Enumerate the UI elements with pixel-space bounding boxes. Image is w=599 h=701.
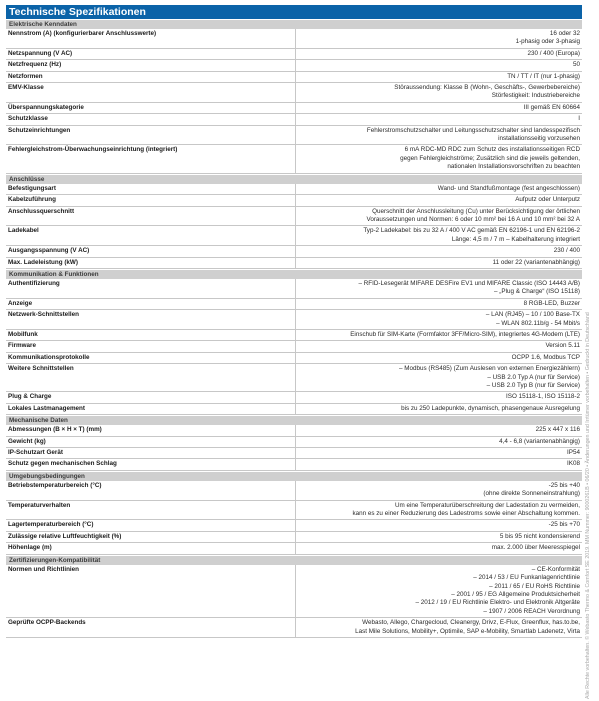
spec-value bbox=[295, 29, 582, 48]
spec-value bbox=[295, 404, 582, 414]
spec-value-line: Aufputz oder Unterputz bbox=[515, 196, 580, 204]
spec-value bbox=[295, 448, 582, 458]
spec-label: Anzeige bbox=[8, 299, 33, 307]
spec-value-line: Last Mile Solutions, Mobility+, Optimile, SAP e-Mobility, Smartlab Ladenetz, Virta bbox=[355, 627, 580, 635]
spec-value-line: (ohne direkte Sonneneinstrahlung) bbox=[483, 490, 580, 498]
spec-value bbox=[295, 246, 582, 256]
spec-label: Schutz gegen mechanischen Schlag bbox=[8, 460, 117, 468]
spec-value-line: -25 bis +70 bbox=[548, 521, 580, 529]
spec-label: Betriebstemperaturbereich (°C) bbox=[8, 481, 102, 489]
spec-label: Max. Ladeleistung (kW) bbox=[8, 258, 78, 266]
spec-row bbox=[6, 207, 582, 227]
spec-value-line: 8 RGB-LED, Buzzer bbox=[523, 299, 580, 307]
spec-value bbox=[295, 126, 582, 145]
spec-label: Normen und Richtlinien bbox=[8, 565, 80, 573]
spec-value-line: – 2011 / 65 / EU RoHS Richtlinie bbox=[489, 582, 580, 590]
spec-value bbox=[295, 114, 582, 124]
spec-label: Kommunikationsprotokolle bbox=[8, 353, 90, 361]
spec-value bbox=[295, 481, 582, 500]
spec-value bbox=[295, 341, 582, 351]
spec-value-line: – „Plug & Charge“ (ISO 15118) bbox=[494, 288, 580, 296]
spec-row bbox=[6, 330, 582, 341]
spec-row bbox=[6, 29, 582, 49]
spec-value bbox=[295, 364, 582, 391]
spec-row bbox=[6, 481, 582, 501]
spec-value-line: – Modbus (RS485) (Zum Auslesen von externen Energiezählern) bbox=[399, 365, 580, 373]
spec-value-line: – RFID-Lesegerät MIFARE DESFire EV1 und MIFARE Classic (ISO 14443 A/B) bbox=[358, 279, 580, 287]
spec-value-line: Querschnitt der Anschlussleitung (Cu) unter Berücksichtigung der örtlichen bbox=[372, 207, 580, 215]
section-header: Elektrische Kenndaten bbox=[6, 19, 582, 29]
spec-value bbox=[295, 392, 582, 402]
spec-label: Firmware bbox=[8, 342, 36, 350]
spec-label: Schutzeinrichtungen bbox=[8, 126, 71, 134]
spec-label: Überspannungskategorie bbox=[8, 103, 84, 111]
spec-value bbox=[295, 501, 582, 520]
spec-label: Netzspannung (V AC) bbox=[8, 49, 73, 57]
spec-value-line: 225 x 447 x 116 bbox=[535, 426, 580, 434]
spec-value bbox=[295, 543, 582, 553]
spec-row bbox=[6, 72, 582, 83]
spec-label: Zulässige relative Luftfeuchtigkeit (%) bbox=[8, 532, 122, 540]
spec-row bbox=[6, 49, 582, 60]
spec-value-line: I bbox=[578, 115, 580, 123]
spec-label: Temperaturverhalten bbox=[8, 501, 71, 509]
spec-label: Fehlergleichstrom-Überwachungseinrichtung (integriert) bbox=[8, 146, 178, 154]
spec-value-line: max. 2.000 über Meeresspiegel bbox=[491, 544, 580, 552]
spec-value bbox=[295, 60, 582, 70]
spec-label: Nennstrom (A) (konfigurierbarer Anschlusswerte) bbox=[8, 30, 157, 37]
spec-sheet bbox=[6, 5, 582, 638]
spec-label: Abmessungen (B × H × T) (mm) bbox=[8, 426, 102, 434]
spec-value-line: III gemäß EN 60664 bbox=[523, 103, 580, 111]
spec-value-line: Typ-2 Ladekabel: bis zu 32 A / 400 V AC gemäß EN 62196-1 und EN 62196-2 bbox=[363, 227, 580, 235]
spec-value bbox=[295, 195, 582, 205]
spec-value-line: 50 bbox=[572, 61, 580, 69]
spec-label: IP-Schutzart Gerät bbox=[8, 449, 63, 457]
spec-value bbox=[295, 330, 582, 340]
spec-value-line: – LAN (RJ45) – 10 / 100 Base-TX bbox=[485, 311, 580, 319]
spec-row bbox=[6, 246, 582, 257]
spec-value-line: – 2012 / 19 / EU Richtlinie Elektro- und Elektronik Altgeräte bbox=[415, 599, 580, 607]
spec-row bbox=[6, 310, 582, 330]
spec-label: EMV-Klasse bbox=[8, 84, 44, 92]
spec-label: Schutzklasse bbox=[8, 115, 48, 123]
spec-value-line: installationsseitig vorzusehen bbox=[498, 135, 580, 143]
spec-value-line: 5 bis 95 nicht kondensierend bbox=[499, 532, 580, 540]
spec-row bbox=[6, 195, 582, 206]
spec-row bbox=[6, 459, 582, 470]
spec-label: Plug & Charge bbox=[8, 393, 52, 401]
spec-label: Gewicht (kg) bbox=[8, 437, 46, 445]
spec-value-line: Störaussendung: Klasse B (Wohn-, Geschäfts-, Gewerbebereiche) bbox=[394, 84, 580, 92]
spec-row bbox=[6, 565, 582, 618]
section-header: Anschlüsse bbox=[6, 174, 582, 184]
spec-row bbox=[6, 258, 582, 269]
spec-row bbox=[6, 501, 582, 521]
spec-value bbox=[295, 184, 582, 194]
spec-value bbox=[295, 532, 582, 542]
page-title: Technische Spezifikationen bbox=[6, 5, 582, 19]
spec-value bbox=[295, 565, 582, 617]
spec-value bbox=[295, 258, 582, 268]
spec-value-line: bis zu 250 Ladepunkte, dynamisch, phasengenaue Ausregelung bbox=[401, 404, 580, 412]
spec-value-line: – 2001 / 95 / EG Allgemeine Produktsicherheit bbox=[451, 590, 580, 598]
spec-row bbox=[6, 83, 582, 103]
spec-label: Befestigungsart bbox=[8, 184, 56, 192]
spec-label: Weitere Schnittstellen bbox=[8, 365, 74, 373]
spec-label: Authentifizierung bbox=[8, 279, 60, 287]
spec-row bbox=[6, 543, 582, 554]
spec-value-line: Version 5.11 bbox=[545, 342, 580, 350]
spec-value bbox=[295, 279, 582, 298]
spec-value bbox=[295, 310, 582, 329]
spec-value-line: OCPP 1.6, Modbus TCP bbox=[511, 353, 580, 361]
spec-value-line: 230 / 400 (Europa) bbox=[527, 49, 580, 57]
spec-value-line: gegen Fehlergleichströme; Zusätzlich sind die jeweils geltenden, bbox=[400, 154, 580, 162]
spec-value-line: 230 / 400 bbox=[553, 247, 580, 255]
spec-row bbox=[6, 279, 582, 299]
spec-value-line: Fehlerstromschutzschalter und Leitungsschutzschalter sind landesspezifisch bbox=[366, 126, 580, 134]
spec-value bbox=[295, 226, 582, 245]
spec-row bbox=[6, 392, 582, 403]
spec-value-line: -25 bis +40 bbox=[548, 481, 580, 489]
spec-value-line: TN / TT / IT (nur 1-phasig) bbox=[507, 72, 580, 80]
section-header: Zertifizierungen-Kompatibilität bbox=[6, 555, 582, 565]
spec-row bbox=[6, 448, 582, 459]
spec-value-line: Webasto, Allego, Chargecloud, Cleanergy, Drivz, E-Flux, Greenflux, has.to.be, bbox=[362, 619, 580, 627]
spec-row bbox=[6, 425, 582, 436]
spec-row bbox=[6, 126, 582, 146]
section-header: Mechanische Daten bbox=[6, 415, 582, 425]
spec-value-line: – 1907 / 2006 REACH Verordnung bbox=[483, 607, 580, 615]
spec-value bbox=[295, 72, 582, 82]
spec-row bbox=[6, 103, 582, 114]
spec-label: Lagertemperaturbereich (°C) bbox=[8, 521, 94, 529]
spec-value bbox=[295, 520, 582, 530]
section-header: Umgebungsbedingungen bbox=[6, 471, 582, 481]
spec-label: Ausgangsspannung (V AC) bbox=[8, 247, 90, 255]
spec-value-line: 4,4 - 6,8 (variantenabhängig) bbox=[499, 437, 580, 445]
spec-label: Netzwerk-Schnittstellen bbox=[8, 311, 80, 319]
spec-label: Netzformen bbox=[8, 72, 43, 80]
spec-row bbox=[6, 353, 582, 364]
spec-value bbox=[295, 353, 582, 363]
spec-value-line: 16 oder 32 bbox=[549, 30, 580, 37]
spec-value-line: IP54 bbox=[567, 449, 580, 457]
spec-row bbox=[6, 184, 582, 195]
spec-value-line: Voraussetzungen und Normen: 6 oder 10 mm² bei 16 A und 10 mm² bei 32 A bbox=[366, 215, 580, 223]
side-note: Alle Rechte vorbehalten. © Webasto Thermo & Comfort SE 2019. MM Nummer: 9000261B • 06/20 • Änderungen und Irrtümer vorbehalten • Gedruckt in Deutschland bbox=[585, 312, 591, 699]
spec-value-line: 1-phasig oder 3-phasig bbox=[515, 38, 580, 46]
spec-label: Lokales Lastmanagement bbox=[8, 404, 85, 412]
spec-label: Kabelzuführung bbox=[8, 196, 56, 204]
spec-value-line: – USB 2.0 Typ B (nur für Service) bbox=[486, 382, 580, 389]
spec-value-line: Einschub für SIM-Karte (Formfaktor 3FF/Micro-SIM), integriertes 4G-Modem (LTE) bbox=[350, 330, 580, 338]
spec-value bbox=[295, 425, 582, 435]
spec-value bbox=[295, 103, 582, 113]
spec-row bbox=[6, 60, 582, 71]
spec-label: Mobilfunk bbox=[8, 330, 38, 338]
spec-value-line: Länge: 4,5 m / 7 m – Kabelhalterung integriert bbox=[451, 235, 580, 243]
spec-value-line: – 2014 / 53 / EU Funkanlagenrichtlinie bbox=[473, 574, 580, 582]
spec-row bbox=[6, 532, 582, 543]
spec-label: Anschlussquerschnitt bbox=[8, 207, 75, 215]
spec-value bbox=[295, 49, 582, 59]
spec-value bbox=[295, 299, 582, 309]
spec-row bbox=[6, 145, 582, 173]
spec-value-line: Um eine Temperaturüberschreitung der Ladestation zu vermeiden, bbox=[394, 501, 580, 509]
spec-sections bbox=[6, 19, 582, 638]
spec-value-line: 11 oder 22 (variantenabhängig) bbox=[492, 258, 580, 266]
spec-value-line: Störfestigkeit: Industriebereiche bbox=[491, 92, 580, 100]
spec-row bbox=[6, 114, 582, 125]
spec-value bbox=[295, 145, 582, 172]
spec-row bbox=[6, 618, 582, 638]
spec-value-line: 6 mA RDC-MD RDC zum Schutz des installationsseitigen RCD bbox=[404, 146, 580, 154]
spec-value-line: – CE-Konformität bbox=[531, 565, 580, 573]
spec-label: Geprüfte OCPP-Backends bbox=[8, 619, 86, 627]
section-header: Kommunikation & Funktionen bbox=[6, 269, 582, 279]
spec-row bbox=[6, 299, 582, 310]
spec-row bbox=[6, 437, 582, 448]
spec-value bbox=[295, 618, 582, 637]
spec-value bbox=[295, 83, 582, 102]
spec-label: Höhenlage (m) bbox=[8, 544, 52, 552]
spec-label: Ladekabel bbox=[8, 227, 39, 235]
spec-value-line: – USB 2.0 Typ A (nur für Service) bbox=[487, 373, 580, 381]
spec-value bbox=[295, 459, 582, 469]
spec-value bbox=[295, 437, 582, 447]
spec-value-line: ISO 15118-1, ISO 15118-2 bbox=[506, 393, 580, 401]
spec-row bbox=[6, 226, 582, 246]
spec-row bbox=[6, 520, 582, 531]
spec-row bbox=[6, 341, 582, 352]
spec-value-line: – WLAN 802.11b/g - 54 Mbit/s bbox=[496, 319, 580, 327]
spec-value-line: nationalen Installationsvorschriften zu beachten bbox=[447, 163, 580, 171]
spec-row bbox=[6, 404, 582, 415]
spec-value-line: IK08 bbox=[567, 460, 580, 468]
spec-label: Netzfrequenz (Hz) bbox=[8, 61, 62, 69]
spec-row bbox=[6, 364, 582, 392]
spec-value-line: kann es zu einer Reduzierung des Ladestroms sowie einer Abschaltung kommen. bbox=[352, 510, 580, 518]
spec-value-line: Wand- und Standfußmontage (fest angeschlossen) bbox=[437, 184, 580, 192]
spec-value bbox=[295, 207, 582, 226]
